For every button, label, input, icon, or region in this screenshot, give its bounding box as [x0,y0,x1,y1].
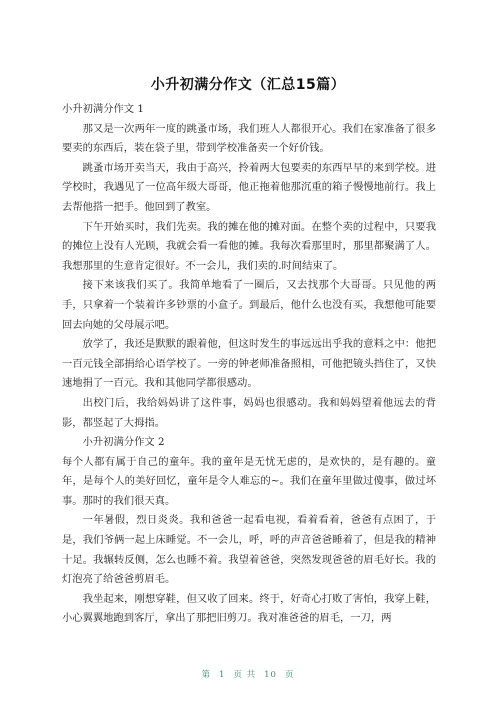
paragraph: 我坐起来，刚想穿鞋，但又收了回来。终于，好奇心打败了害怕，我穿上鞋，小心翼翼地跑到客厅，拿出了那把旧剪刀。我对准爸爸的眉毛，一刀，两 [62,592,436,625]
document-body [62,100,436,629]
section-heading-2: 小升初满分作文 2 [82,436,165,449]
paragraph: 出校门后，我给妈妈讲了这件事，妈妈也很感动。我和妈妈望着他远去的背影，都竖起了大拇指。 [62,396,436,429]
page-number: 1 [219,670,226,680]
page-total: 10 [264,670,277,680]
section-heading-1: 小升初满分作文 1 [62,103,144,115]
document-title: 小升初满分作文（汇总15篇） [150,77,346,93]
paragraph: 下午开始买时，我们先卖。我的摊在他的摊对面。在整个卖的过程中，只要我的摊位上没有人光顾，我就会看一看他的摊。我每次看那里时，那里都聚满了人。我想那里的生意肯定很好。不一会儿，我们卖的.时间结束了。 [62,220,436,272]
paragraph: 一年暑假，烈日炎炎。我和爸爸一起看电视，看着看着，爸爸有点困了，于是，我们爷俩一起上床睡觉。不一会儿，呼，呼的声音爸爸睡着了，但是我的精神十足。我辗转反侧，怎么也睡不着。我望着爸爸，突然发现爸爸的眉毛好长。我的灯泡亮了给爸爸剪眉毛。 [62,514,436,586]
footer-prefix: 第 [201,670,212,680]
footer-suffix: 页 [284,670,295,680]
paragraph: 放学了，我还是默默的跟着他，但这时发生的事远远出乎我的意料之中：他把一百元钱全部捐给心语学校了。一旁的钟老师准备照相，可他把镜头挡住了，又快速地捐了一百元。我和其他同学都很感动。 [62,338,436,390]
paragraph: 跳蚤市场开卖当天，我由于高兴，拎着两大包要卖的东西早早的来到学校。进学校时，我遇见了一位高年级大哥哥，他正拖着他那沉重的箱子慢慢地前行。我上去帮他搭一把手。他回到了教室。 [62,161,436,213]
footer-middle: 页 共 [233,670,257,680]
paragraph: 那又是一次两年一度的跳蚤市场，我们班人人都很开心。我们在家准备了很多要卖的东西后，装在袋子里，带到学校准备卖一个好价钱。 [62,122,436,155]
page-footer [0,668,496,680]
paragraph: 接下来该我们买了。我简单地看了一圈后，又去找那个大哥哥。只见他的两手，只拿着一个装着许多钞票的小盒子。到最后，他什么也没有买，我想他可能要回去向她的父母展示吧。 [62,279,436,331]
paragraph: 每个人都有属于自己的童年。我的童年是无忧无虑的，是欢快的，是有趣的。童年，是每个人的美好回忆，童年是令人难忘的~。我们在童年里做过傻事，做过坏事。那时的我们很天真。 [62,455,436,507]
